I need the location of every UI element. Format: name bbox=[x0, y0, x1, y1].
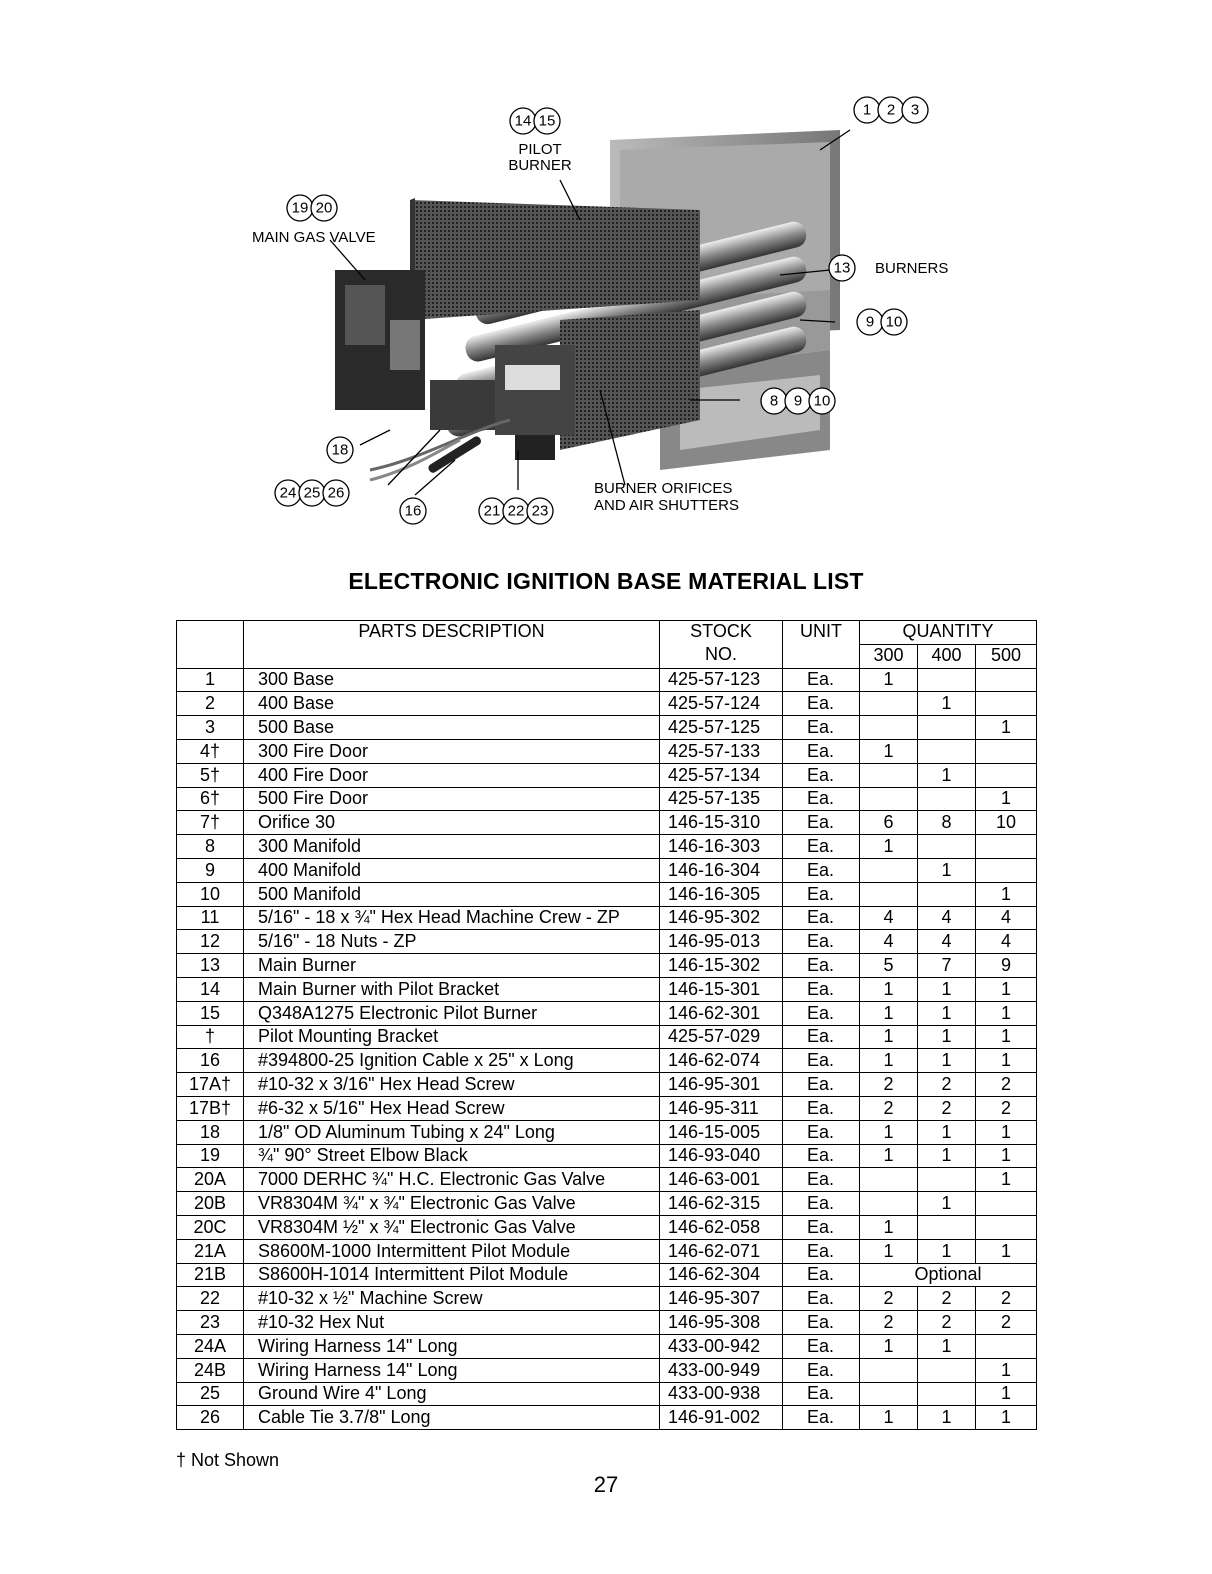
unit: Ea. bbox=[783, 1192, 860, 1216]
table-row bbox=[177, 1334, 1037, 1358]
part-description: Ground Wire 4" Long bbox=[244, 1382, 660, 1406]
table-row bbox=[177, 906, 1037, 930]
qty-400 bbox=[918, 1168, 976, 1192]
qty-300: 4 bbox=[860, 906, 918, 930]
part-description: VR8304M ¾" x ¾" Electronic Gas Valve bbox=[244, 1192, 660, 1216]
item-number: 20C bbox=[177, 1215, 244, 1239]
callout-8: 8 bbox=[769, 392, 779, 410]
qty-400: 1 bbox=[918, 1144, 976, 1168]
stock-number: 146-62-304 bbox=[660, 1263, 783, 1287]
item-number: 26 bbox=[177, 1406, 244, 1430]
qty-400: 1 bbox=[918, 1334, 976, 1358]
part-description: 300 Fire Door bbox=[244, 739, 660, 763]
qty-400: 2 bbox=[918, 1311, 976, 1335]
page-title: ELECTRONIC IGNITION BASE MATERIAL LIST bbox=[348, 568, 864, 594]
part-description: Cable Tie 3.7/8" Long bbox=[244, 1406, 660, 1430]
stock-number: 433-00-949 bbox=[660, 1358, 783, 1382]
stock-number: 433-00-942 bbox=[660, 1334, 783, 1358]
part-description: Pilot Mounting Bracket bbox=[244, 1025, 660, 1049]
part-description: 500 Base bbox=[244, 716, 660, 740]
callout-23: 23 bbox=[531, 502, 549, 520]
qty-400 bbox=[918, 1215, 976, 1239]
part-description: 300 Base bbox=[244, 668, 660, 692]
footnote: † Not Shown bbox=[176, 1450, 280, 1470]
qty-300 bbox=[860, 1382, 918, 1406]
part-description: 500 Fire Door bbox=[244, 787, 660, 811]
qty-400 bbox=[918, 835, 976, 859]
qty-400: 7 bbox=[918, 954, 976, 978]
item-number: 17A† bbox=[177, 1073, 244, 1097]
table-row bbox=[177, 977, 1037, 1001]
item-number: 5† bbox=[177, 763, 244, 787]
qty-500: 10 bbox=[976, 811, 1037, 835]
part-description: 400 Fire Door bbox=[244, 763, 660, 787]
part-description: #10-32 Hex Nut bbox=[244, 1311, 660, 1335]
callout-14: 14 bbox=[514, 112, 532, 130]
unit: Ea. bbox=[783, 1263, 860, 1287]
callout-19: 19 bbox=[291, 199, 309, 217]
callout-2: 2 bbox=[886, 101, 896, 119]
unit: Ea. bbox=[783, 954, 860, 978]
qty-400: 2 bbox=[918, 1096, 976, 1120]
qty-500: 1 bbox=[976, 787, 1037, 811]
qty-500 bbox=[976, 692, 1037, 716]
callout-22: 22 bbox=[507, 502, 525, 520]
item-number: 19 bbox=[177, 1144, 244, 1168]
callout-26: 26 bbox=[327, 484, 345, 502]
qty-300: 4 bbox=[860, 930, 918, 954]
qty-300: 6 bbox=[860, 811, 918, 835]
qty-500: 1 bbox=[976, 1168, 1037, 1192]
qty-500: 1 bbox=[976, 716, 1037, 740]
item-number: 25 bbox=[177, 1382, 244, 1406]
qty-300: 1 bbox=[860, 1120, 918, 1144]
stock-number: 146-63-001 bbox=[660, 1168, 783, 1192]
item-number: 7† bbox=[177, 811, 244, 835]
part-description: Wiring Harness 14" Long bbox=[244, 1358, 660, 1382]
qty-500: 1 bbox=[976, 1001, 1037, 1025]
qty-400 bbox=[918, 882, 976, 906]
table-row bbox=[177, 1144, 1037, 1168]
table-row bbox=[177, 1025, 1037, 1049]
table-row bbox=[177, 930, 1037, 954]
unit: Ea. bbox=[783, 1215, 860, 1239]
table-row bbox=[177, 739, 1037, 763]
table-row bbox=[177, 811, 1037, 835]
qty-300 bbox=[860, 692, 918, 716]
qty-400 bbox=[918, 668, 976, 692]
header-stock-no: NO. bbox=[660, 644, 783, 668]
callout-18: 18 bbox=[331, 441, 349, 459]
qty-400 bbox=[918, 739, 976, 763]
unit: Ea. bbox=[783, 1406, 860, 1430]
qty-400 bbox=[918, 716, 976, 740]
part-description: 1/8" OD Aluminum Tubing x 24" Long bbox=[244, 1120, 660, 1144]
stock-number: 425-57-134 bbox=[660, 763, 783, 787]
part-description: S8600M-1000 Intermittent Pilot Module bbox=[244, 1239, 660, 1263]
table-row bbox=[177, 882, 1037, 906]
item-number: 9 bbox=[177, 858, 244, 882]
stock-number: 146-93-040 bbox=[660, 1144, 783, 1168]
burners-label: BURNERS bbox=[875, 260, 949, 277]
unit: Ea. bbox=[783, 739, 860, 763]
qty-400: 1 bbox=[918, 1001, 976, 1025]
unit: Ea. bbox=[783, 668, 860, 692]
item-number: 21A bbox=[177, 1239, 244, 1263]
qty-300: 2 bbox=[860, 1096, 918, 1120]
qty-300 bbox=[860, 858, 918, 882]
item-number: 10 bbox=[177, 882, 244, 906]
unit: Ea. bbox=[783, 1001, 860, 1025]
callout-21: 21 bbox=[483, 502, 501, 520]
stock-number: 146-62-301 bbox=[660, 1001, 783, 1025]
part-description: Main Burner with Pilot Bracket bbox=[244, 977, 660, 1001]
callout-13: 13 bbox=[833, 259, 851, 277]
qty-300 bbox=[860, 882, 918, 906]
unit: Ea. bbox=[783, 1239, 860, 1263]
unit: Ea. bbox=[783, 716, 860, 740]
qty-500: 9 bbox=[976, 954, 1037, 978]
stock-number: 425-57-124 bbox=[660, 692, 783, 716]
material-list-table bbox=[176, 620, 1037, 1430]
qty-500: 4 bbox=[976, 906, 1037, 930]
stock-number: 425-57-125 bbox=[660, 716, 783, 740]
unit: Ea. bbox=[783, 1144, 860, 1168]
part-description: #394800-25 Ignition Cable x 25" x Long bbox=[244, 1049, 660, 1073]
part-description: ¾" 90° Street Elbow Black bbox=[244, 1144, 660, 1168]
header-unit: UNIT bbox=[783, 621, 860, 669]
table-row bbox=[177, 858, 1037, 882]
item-number: 14 bbox=[177, 977, 244, 1001]
unit: Ea. bbox=[783, 1073, 860, 1097]
callout-9b: 9 bbox=[793, 392, 803, 410]
table-row bbox=[177, 1311, 1037, 1335]
header-q400: 400 bbox=[918, 644, 976, 668]
qty-400: 1 bbox=[918, 1120, 976, 1144]
table-row bbox=[177, 716, 1037, 740]
item-number: 11 bbox=[177, 906, 244, 930]
qty-400 bbox=[918, 787, 976, 811]
unit: Ea. bbox=[783, 787, 860, 811]
qty-300 bbox=[860, 1168, 918, 1192]
qty-300: 5 bbox=[860, 954, 918, 978]
stock-number: 425-57-123 bbox=[660, 668, 783, 692]
qty-400: 1 bbox=[918, 1406, 976, 1430]
unit: Ea. bbox=[783, 763, 860, 787]
stock-number: 433-00-938 bbox=[660, 1382, 783, 1406]
table-row bbox=[177, 835, 1037, 859]
stock-number: 146-16-305 bbox=[660, 882, 783, 906]
unit: Ea. bbox=[783, 692, 860, 716]
qty-400: 2 bbox=[918, 1073, 976, 1097]
stock-number: 146-62-315 bbox=[660, 1192, 783, 1216]
qty-500: 2 bbox=[976, 1311, 1037, 1335]
part-description: VR8304M ½" x ¾" Electronic Gas Valve bbox=[244, 1215, 660, 1239]
stock-number: 146-95-301 bbox=[660, 1073, 783, 1097]
header-item bbox=[177, 621, 244, 669]
item-number: 8 bbox=[177, 835, 244, 859]
table-row bbox=[177, 1168, 1037, 1192]
callout-15: 15 bbox=[538, 112, 556, 130]
item-number: 3 bbox=[177, 716, 244, 740]
header-q300: 300 bbox=[860, 644, 918, 668]
orifices-label: BURNER ORIFICES bbox=[594, 480, 733, 497]
callout-24: 24 bbox=[279, 484, 297, 502]
item-number: 6† bbox=[177, 787, 244, 811]
qty-300: 1 bbox=[860, 1001, 918, 1025]
stock-number: 425-57-135 bbox=[660, 787, 783, 811]
qty-400: 1 bbox=[918, 1049, 976, 1073]
stock-number: 146-62-074 bbox=[660, 1049, 783, 1073]
unit: Ea. bbox=[783, 811, 860, 835]
callout-3: 3 bbox=[910, 101, 920, 119]
part-description: #6-32 x 5/16" Hex Head Screw bbox=[244, 1096, 660, 1120]
stock-number: 146-95-013 bbox=[660, 930, 783, 954]
header-quantity: QUANTITY bbox=[860, 621, 1037, 645]
qty-300: 1 bbox=[860, 835, 918, 859]
qty-400: 8 bbox=[918, 811, 976, 835]
qty-500 bbox=[976, 835, 1037, 859]
qty-400: 1 bbox=[918, 1239, 976, 1263]
callout-20: 20 bbox=[315, 199, 333, 217]
item-number: 20B bbox=[177, 1192, 244, 1216]
table-row bbox=[177, 1001, 1037, 1025]
stock-number: 425-57-133 bbox=[660, 739, 783, 763]
table-row bbox=[177, 1073, 1037, 1097]
stock-number: 146-95-311 bbox=[660, 1096, 783, 1120]
unit: Ea. bbox=[783, 977, 860, 1001]
item-number: 24A bbox=[177, 1334, 244, 1358]
stock-number: 146-62-058 bbox=[660, 1215, 783, 1239]
pilot-burner-label-line2: BURNER bbox=[508, 157, 572, 174]
item-number: 2 bbox=[177, 692, 244, 716]
item-number: 1 bbox=[177, 668, 244, 692]
part-description: 5/16" - 18 x ¾" Hex Head Machine Crew - ZP bbox=[244, 906, 660, 930]
header-q500: 500 bbox=[976, 644, 1037, 668]
item-number: 13 bbox=[177, 954, 244, 978]
qty-500 bbox=[976, 1215, 1037, 1239]
qty-500 bbox=[976, 1192, 1037, 1216]
stock-number: 146-95-302 bbox=[660, 906, 783, 930]
qty-500 bbox=[976, 858, 1037, 882]
qty-400: 4 bbox=[918, 906, 976, 930]
qty-300 bbox=[860, 716, 918, 740]
item-number: 12 bbox=[177, 930, 244, 954]
qty-300 bbox=[860, 1358, 918, 1382]
qty-500: 2 bbox=[976, 1287, 1037, 1311]
stock-number: 146-95-307 bbox=[660, 1287, 783, 1311]
qty-300 bbox=[860, 787, 918, 811]
table-row bbox=[177, 668, 1037, 692]
item-number: 16 bbox=[177, 1049, 244, 1073]
main-gas-valve-label: MAIN GAS VALVE bbox=[252, 229, 376, 246]
callout-9a: 9 bbox=[865, 313, 875, 331]
unit: Ea. bbox=[783, 1334, 860, 1358]
qty-400: 1 bbox=[918, 858, 976, 882]
qty-300: 1 bbox=[860, 1334, 918, 1358]
qty-500: 1 bbox=[976, 882, 1037, 906]
part-description: 5/16" - 18 Nuts - ZP bbox=[244, 930, 660, 954]
part-description: #10-32 x ½" Machine Screw bbox=[244, 1287, 660, 1311]
qty-300: 1 bbox=[860, 1406, 918, 1430]
qty-300: 2 bbox=[860, 1311, 918, 1335]
stock-number: 146-62-071 bbox=[660, 1239, 783, 1263]
burner-base-diagram bbox=[240, 90, 1000, 550]
qty-300: 1 bbox=[860, 977, 918, 1001]
table-header-row bbox=[177, 621, 1037, 645]
stock-number: 425-57-029 bbox=[660, 1025, 783, 1049]
unit: Ea. bbox=[783, 906, 860, 930]
qty-500: 4 bbox=[976, 930, 1037, 954]
qty-400: 1 bbox=[918, 977, 976, 1001]
qty-500: 2 bbox=[976, 1096, 1037, 1120]
table-row bbox=[177, 692, 1037, 716]
callout-16: 16 bbox=[404, 502, 422, 520]
table-row bbox=[177, 1358, 1037, 1382]
item-number: 17B† bbox=[177, 1096, 244, 1120]
qty-300: 1 bbox=[860, 739, 918, 763]
qty-300: 1 bbox=[860, 1215, 918, 1239]
table-row bbox=[177, 1287, 1037, 1311]
qty-500: 1 bbox=[976, 977, 1037, 1001]
qty-300: 2 bbox=[860, 1287, 918, 1311]
callout-10b: 10 bbox=[813, 392, 831, 410]
stock-number: 146-91-002 bbox=[660, 1406, 783, 1430]
stock-number: 146-95-308 bbox=[660, 1311, 783, 1335]
part-description: Main Burner bbox=[244, 954, 660, 978]
qty-400: 1 bbox=[918, 1025, 976, 1049]
header-description: PARTS DESCRIPTION bbox=[244, 621, 660, 669]
qty-500: 1 bbox=[976, 1382, 1037, 1406]
qty-500 bbox=[976, 739, 1037, 763]
item-number: 22 bbox=[177, 1287, 244, 1311]
qty-500 bbox=[976, 668, 1037, 692]
qty-500: 1 bbox=[976, 1144, 1037, 1168]
part-description: 300 Manifold bbox=[244, 835, 660, 859]
qty-500 bbox=[976, 1334, 1037, 1358]
orifices-label-line2: AND AIR SHUTTERS bbox=[594, 497, 740, 514]
qty-400: 1 bbox=[918, 763, 976, 787]
qty-400: 4 bbox=[918, 930, 976, 954]
qty-400: 1 bbox=[918, 1192, 976, 1216]
part-description: 500 Manifold bbox=[244, 882, 660, 906]
qty-400 bbox=[918, 1382, 976, 1406]
qty-500 bbox=[976, 763, 1037, 787]
table-row bbox=[177, 1192, 1037, 1216]
unit: Ea. bbox=[783, 1025, 860, 1049]
unit: Ea. bbox=[783, 930, 860, 954]
unit: Ea. bbox=[783, 1168, 860, 1192]
part-description: 7000 DERHC ¾" H.C. Electronic Gas Valve bbox=[244, 1168, 660, 1192]
stock-number: 146-16-304 bbox=[660, 858, 783, 882]
stock-number: 146-16-303 bbox=[660, 835, 783, 859]
unit: Ea. bbox=[783, 1120, 860, 1144]
unit: Ea. bbox=[783, 835, 860, 859]
qty-300 bbox=[860, 763, 918, 787]
qty-500: 1 bbox=[976, 1406, 1037, 1430]
table-row bbox=[177, 1382, 1037, 1406]
qty-500: 2 bbox=[976, 1073, 1037, 1097]
header-stock: STOCK bbox=[660, 621, 783, 645]
item-number: 20A bbox=[177, 1168, 244, 1192]
callout-10a: 10 bbox=[885, 313, 903, 331]
part-description: #10-32 x 3/16" Hex Head Screw bbox=[244, 1073, 660, 1097]
quantity-merged: Optional bbox=[860, 1263, 1037, 1287]
stock-number: 146-15-302 bbox=[660, 954, 783, 978]
item-number: 24B bbox=[177, 1358, 244, 1382]
qty-300: 1 bbox=[860, 668, 918, 692]
qty-500: 1 bbox=[976, 1358, 1037, 1382]
table-row bbox=[177, 1049, 1037, 1073]
item-number: 21B bbox=[177, 1263, 244, 1287]
unit: Ea. bbox=[783, 1287, 860, 1311]
stock-number: 146-15-005 bbox=[660, 1120, 783, 1144]
qty-400: 2 bbox=[918, 1287, 976, 1311]
item-number: 18 bbox=[177, 1120, 244, 1144]
qty-400 bbox=[918, 1358, 976, 1382]
stock-number: 146-15-310 bbox=[660, 811, 783, 835]
qty-500: 1 bbox=[976, 1239, 1037, 1263]
qty-400: 1 bbox=[918, 692, 976, 716]
qty-500: 1 bbox=[976, 1049, 1037, 1073]
table-row bbox=[177, 1263, 1037, 1287]
qty-500: 1 bbox=[976, 1025, 1037, 1049]
unit: Ea. bbox=[783, 1358, 860, 1382]
part-description: 400 Base bbox=[244, 692, 660, 716]
part-description: Q348A1275 Electronic Pilot Burner bbox=[244, 1001, 660, 1025]
page-number: 27 bbox=[593, 1472, 619, 1497]
table-row bbox=[177, 787, 1037, 811]
table-row bbox=[177, 763, 1037, 787]
callout-1: 1 bbox=[862, 101, 872, 119]
part-description: Wiring Harness 14" Long bbox=[244, 1334, 660, 1358]
unit: Ea. bbox=[783, 1311, 860, 1335]
item-number: 4† bbox=[177, 739, 244, 763]
table-row bbox=[177, 954, 1037, 978]
qty-500: 1 bbox=[976, 1120, 1037, 1144]
callout-25: 25 bbox=[303, 484, 321, 502]
table-row bbox=[177, 1239, 1037, 1263]
qty-300: 1 bbox=[860, 1239, 918, 1263]
stock-number: 146-15-301 bbox=[660, 977, 783, 1001]
item-number: 15 bbox=[177, 1001, 244, 1025]
unit: Ea. bbox=[783, 1382, 860, 1406]
unit: Ea. bbox=[783, 1049, 860, 1073]
qty-300: 1 bbox=[860, 1144, 918, 1168]
table-row bbox=[177, 1096, 1037, 1120]
part-description: 400 Manifold bbox=[244, 858, 660, 882]
unit: Ea. bbox=[783, 882, 860, 906]
qty-300 bbox=[860, 1192, 918, 1216]
item-number: 23 bbox=[177, 1311, 244, 1335]
qty-300: 1 bbox=[860, 1025, 918, 1049]
table-row bbox=[177, 1120, 1037, 1144]
qty-300: 2 bbox=[860, 1073, 918, 1097]
unit: Ea. bbox=[783, 1096, 860, 1120]
part-description: S8600H-1014 Intermittent Pilot Module bbox=[244, 1263, 660, 1287]
qty-300: 1 bbox=[860, 1049, 918, 1073]
unit: Ea. bbox=[783, 858, 860, 882]
part-description: Orifice 30 bbox=[244, 811, 660, 835]
table-row bbox=[177, 1406, 1037, 1430]
table-row bbox=[177, 1215, 1037, 1239]
item-number: † bbox=[177, 1025, 244, 1049]
pilot-burner-label: PILOT bbox=[518, 141, 562, 158]
